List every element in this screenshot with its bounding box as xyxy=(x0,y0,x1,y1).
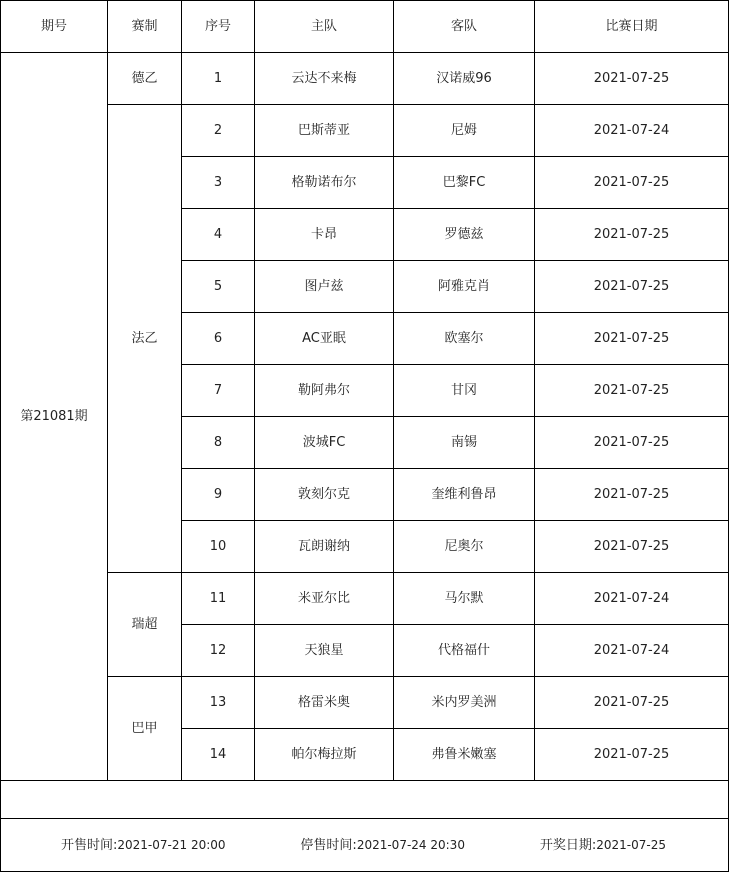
match-number: 6 xyxy=(182,313,255,365)
footer-info xyxy=(1,837,728,854)
blank-cell xyxy=(1,781,729,819)
away-team: 弗鲁米嫩塞 xyxy=(394,729,535,781)
match-number: 3 xyxy=(182,157,255,209)
match-number: 10 xyxy=(182,521,255,573)
match-date: 2021-07-24 xyxy=(535,573,729,625)
away-team: 米内罗美洲 xyxy=(394,677,535,729)
match-date: 2021-07-25 xyxy=(535,729,729,781)
header-period: 期号 xyxy=(1,1,108,53)
period-cell: 第21081期 xyxy=(1,53,108,781)
sale-stop-value: 2021-07-24 20:30 xyxy=(356,837,465,852)
sale-start-label: 开售时间: xyxy=(61,837,118,853)
match-date: 2021-07-25 xyxy=(535,53,729,105)
away-team: 欧塞尔 xyxy=(394,313,535,365)
match-number: 1 xyxy=(182,53,255,105)
header-league: 赛制 xyxy=(108,1,182,53)
table-header-row xyxy=(1,1,729,53)
home-team: 敦刻尔克 xyxy=(255,469,394,521)
home-team: 米亚尔比 xyxy=(255,573,394,625)
home-team: 波城FC xyxy=(255,417,394,469)
away-team: 巴黎FC xyxy=(394,157,535,209)
home-team: 天狼星 xyxy=(255,625,394,677)
away-team: 阿雅克肖 xyxy=(394,261,535,313)
match-number: 5 xyxy=(182,261,255,313)
draw-date xyxy=(540,837,666,854)
sale-start xyxy=(61,837,226,854)
table-row xyxy=(1,105,729,157)
home-team: 卡昂 xyxy=(255,209,394,261)
sale-start-value: 2021-07-21 20:00 xyxy=(117,837,226,852)
sale-stop xyxy=(300,837,465,854)
footer-row xyxy=(1,819,729,872)
match-number: 11 xyxy=(182,573,255,625)
away-team: 尼姆 xyxy=(394,105,535,157)
match-date: 2021-07-25 xyxy=(535,469,729,521)
away-team: 代格福什 xyxy=(394,625,535,677)
match-number: 9 xyxy=(182,469,255,521)
home-team: 格勒诺布尔 xyxy=(255,157,394,209)
match-number: 4 xyxy=(182,209,255,261)
away-team: 奎维利鲁昂 xyxy=(394,469,535,521)
home-team: 格雷米奥 xyxy=(255,677,394,729)
away-team: 罗德兹 xyxy=(394,209,535,261)
away-team: 尼奥尔 xyxy=(394,521,535,573)
match-number: 2 xyxy=(182,105,255,157)
header-match-date: 比赛日期 xyxy=(535,1,729,53)
draw-date-value: 2021-07-25 xyxy=(596,837,666,852)
league-cell: 德乙 xyxy=(108,53,182,105)
league-cell: 瑞超 xyxy=(108,573,182,677)
home-team: 图卢兹 xyxy=(255,261,394,313)
match-date: 2021-07-25 xyxy=(535,313,729,365)
match-date: 2021-07-24 xyxy=(535,105,729,157)
match-number: 13 xyxy=(182,677,255,729)
match-date: 2021-07-24 xyxy=(535,625,729,677)
match-number: 14 xyxy=(182,729,255,781)
away-team: 马尔默 xyxy=(394,573,535,625)
draw-date-label: 开奖日期: xyxy=(539,837,597,853)
table-row xyxy=(1,53,729,105)
match-number: 12 xyxy=(182,625,255,677)
home-team: 瓦朗谢纳 xyxy=(255,521,394,573)
league-cell: 法乙 xyxy=(108,105,182,573)
match-date: 2021-07-25 xyxy=(535,417,729,469)
match-date: 2021-07-25 xyxy=(535,261,729,313)
away-team: 甘冈 xyxy=(394,365,535,417)
match-date: 2021-07-25 xyxy=(535,521,729,573)
home-team: 勒阿弗尔 xyxy=(255,365,394,417)
blank-row xyxy=(1,781,729,819)
table-row xyxy=(1,573,729,625)
footer-cell xyxy=(1,819,729,872)
league-cell: 巴甲 xyxy=(108,677,182,781)
match-date: 2021-07-25 xyxy=(535,157,729,209)
match-date: 2021-07-25 xyxy=(535,677,729,729)
header-home-team: 主队 xyxy=(255,1,394,53)
home-team: 云达不来梅 xyxy=(255,53,394,105)
away-team: 南锡 xyxy=(394,417,535,469)
home-team: 巴斯蒂亚 xyxy=(255,105,394,157)
match-number: 7 xyxy=(182,365,255,417)
table-row xyxy=(1,677,729,729)
home-team: AC亚眠 xyxy=(255,313,394,365)
home-team: 帕尔梅拉斯 xyxy=(255,729,394,781)
match-date: 2021-07-25 xyxy=(535,365,729,417)
header-away-team: 客队 xyxy=(394,1,535,53)
sale-stop-label: 停售时间: xyxy=(300,837,357,853)
match-date: 2021-07-25 xyxy=(535,209,729,261)
match-number: 8 xyxy=(182,417,255,469)
header-number: 序号 xyxy=(182,1,255,53)
away-team: 汉诺威96 xyxy=(394,53,535,105)
